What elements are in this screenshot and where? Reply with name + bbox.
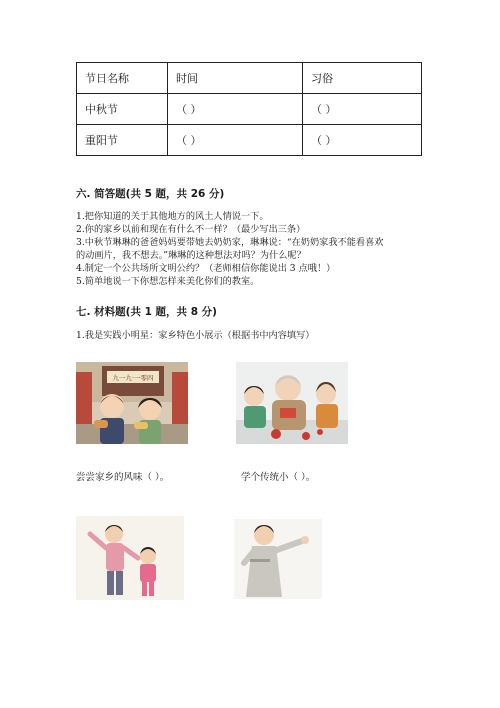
cell-custom-blank[interactable]: （ ） — [303, 125, 422, 156]
gate-sign-text: 九一九·一零四 — [112, 374, 154, 382]
illustration-boy-gown — [234, 519, 322, 599]
table-row — [77, 94, 422, 125]
illustration-learning-tradition — [236, 362, 348, 444]
header-time: 时间 — [168, 63, 303, 94]
caption-tradition: 学个传统小（ ）。 — [241, 472, 316, 483]
material-question-1: 1.我是实践小明星：家乡特色小展示（根据书中内容填写） — [76, 330, 315, 341]
question-1: 1.把你知道的关于其他地方的风土人情说一下。 — [76, 211, 269, 222]
caption-tasting: 尝尝家乡的风味（ ）。 — [76, 472, 170, 483]
question-2: 2.你的家乡以前和现在有什么不一样？（最少写出三条） — [76, 224, 306, 235]
header-custom: 习俗 — [303, 63, 422, 94]
cell-time-blank[interactable]: （ ） — [168, 94, 303, 125]
question-5: 5.简单地说一下你想怎样来美化你们的教室。 — [76, 276, 260, 287]
table-header-row — [77, 63, 422, 94]
cell-festival-name: 重阳节 — [77, 125, 168, 156]
section7-title: 七. 材料题(共 1 题，共 8 分) — [76, 306, 217, 318]
festival-table — [76, 62, 422, 156]
question-3: 3.中秋节琳琳的爸爸妈妈要带她去奶奶家，琳琳说：“在奶奶家我不能看喜欢 — [76, 237, 384, 248]
cell-custom-blank[interactable]: （ ） — [303, 94, 422, 125]
cell-festival-name: 中秋节 — [77, 94, 168, 125]
question-4: 4.制定一个公共场所文明公约？（老师相信你能说出 3 点哦！） — [76, 263, 336, 274]
table-row — [77, 125, 422, 156]
illustration-tasting-food — [76, 362, 188, 444]
cell-time-blank[interactable]: （ ） — [168, 125, 303, 156]
header-festival-name: 节日名称 — [77, 63, 168, 94]
section6-title: 六. 简答题(共 5 题，共 26 分) — [76, 188, 225, 200]
illustration-dancing — [76, 516, 184, 600]
question-3-cont: 的动画片，我不想去。”琳琳的这种想法对吗？为什么呢？ — [76, 250, 306, 261]
